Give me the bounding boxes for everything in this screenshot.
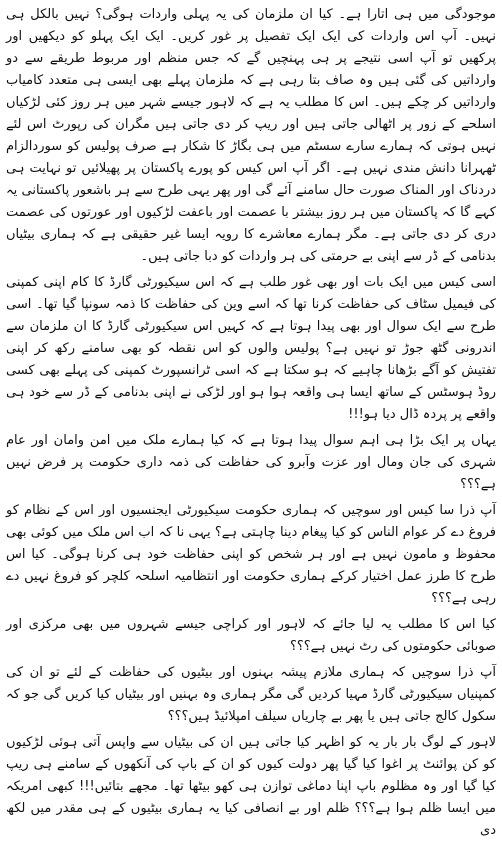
article-paragraph-3: یہاں پر ایک بڑا ہی اہم سوال پیدا ہوتا ہے کہ کیا ہمارے ملک میں امن وامان اور عام شہری کی جان ومال اور عزت وآبرو کی حفاظت کی ذمہ داری حکومت پر فرض نہیں ہے؟؟؟ bbox=[6, 433, 496, 492]
article-paragraph-2: اسی کیس میں ایک بات اور بھی غور طلب ہے کہ اس سیکیورٹی گارڈ کا کام اپنی کمپنی کی فیمیل سٹاف کی حفاظت کرنا تھا کہ اسے وین کی حفاظت کا ذمہ سونپا گیا تھا۔ اسی طرح سے ایک سوال اور بھی پیدا ہوتا ہے کہ کہیں اس سیکیورٹی گارڈ کا ان ملزمان سے اندرونی گٹھ جوڑ تو نہیں ہے؟ پولیس والوں کو اس نقطہ کو بھی سامنے رکھ کر اپنی تفتیش کو آگے بڑھانا چاہیے کہ ہو سکتا ہے کہ اسی ٹرانسپورٹ کمپنی کی پہلے بھی کسی روڈ ہوسٹس کے ساتھ ایسا ہی واقعہ ہوا ہو اور لڑکی نے اپنی بدنامی کے ڈر سے خود ہی واقعے پر پردہ ڈال دیا ہو!!! bbox=[6, 275, 496, 422]
article-paragraph-7: لاہور کے لوگ بار بار یہ کو اظہر کیا جاتی ہیں ان کی بیٹیاں سے واپس آتی ہوئی لڑکیوں کو کن پوائنٹ پر اغوا کیا گیا پھر دولت کیوں کو ان کے باپ کی آنکھوں کے سامنے ہی ریپ کیا گیا اور وہ مظلوم باپ اپنا دماغی توازن ہی کھو بیٹھا تھا۔ مجھے بتائیں!!! کبھی امریکہ میں ایسا ظلم ہوا ہے؟؟؟ ظلم اور بے انصافی کیا یہ ہماری بیٹیوں کے ہی مقدر میں لکھ دی bbox=[6, 735, 496, 838]
article-paragraph-1: موجودگی میں ہی اتارا ہے۔ کیا ان ملزمان کی یہ پہلی واردات ہوگی؟ نہیں بالکل ہی نہیں۔ آپ اس واردات کی ایک ایک تفصیل پر غور کریں۔ ایک ایک پہلو کو دیکھیں اور پرکھیں تو آپ اسی نتیجے پر ہی پہنچیں گے کہ جس منظم اور مربوط طریقے سے دو وارداتیں کی گئی ہیں وہ صاف بتا رہی ہے کہ ملزمان پہلے بھی ایسی ہی متعدد کامیاب وارداتیں کر چکے ہیں۔ اس کا مطلب یہ ہے کہ لاہور جیسے شہر میں ہر روز کئی لڑکیاں اسلحے کے زور پر اٹھالی جاتی ہیں اور ریپ کر دی جاتی ہیں مگران کی رپورٹ اس لئے نہیں ہوتی کہ ہمارے سارے سسٹم میں ہی بگاڑ کا شکار ہے صرف پولیس کو سوردالزام ٹھہرانا دانش مندی نہیں ہے۔ اگر آپ اس کیس کو پورے پاکستان پر پھیلائیں تو نہایت ہی دردناک اور المناک صورت حال سامنے آئے گی اور پھر یہی طرح سے ہر باشعور پاکستانی یہ کہے گا کہ پاکستان میں ہر روز بیشتر با عصمت اور باعفت لڑکیوں اور عورتوں کی عصمت دری کر دی جاتی ہے۔ مگر ہمارے معاشرے کا رویہ ایسا غیر حقیقی ہے کہ ہماری بیٹیاں بدنامی کے ڈر سے اپنی بے حرمتی کی ہر واردات کو دبا جاتی ہیں۔ bbox=[6, 7, 496, 264]
article-paragraph-6: آپ ذرا سوچیں کہ ہماری ملازم پیشہ بہنوں اور بیٹیوں کی حفاظت کے لئے تو ان کی کمپنیاں سیکیورٹی گارڈ مہیا کردیں گی مگر ہماری وہ بہنیں اور بیٹیاں کیا کریں گی جو کہ سکول کالج جاتی ہیں یا پھر بے چاریاں سیلف امپلائیڈ ہیں؟؟؟ bbox=[6, 665, 496, 724]
article-paragraph-4: آپ ذرا سا کیس اور سوچیں کہ ہماری حکومت سیکیورٹی ایجنسیوں اور اس کے نظام کو فروغ دے کر عوام الناس کو کیا پیغام دینا چاہتی ہے؟ یہی نا کہ اب اس ملک میں کوئی بھی محفوظ و مامون نہیں ہے اور ہر شخص کو اپنی حفاظت خود ہی کرنا ہوگی۔ کیا اس طرح کا طرز عمل اختیار کرکے ہماری حکومت اور انتظامیہ اسلحہ کلچر کو فروغ نہیں دے رہی ہے؟؟؟ bbox=[6, 503, 496, 606]
article-paragraph-5: کیا اس کا مطلب یہ لیا جائے کہ لاہور اور کراچی جیسے شہروں میں بھی مرکزی اور صوبائی حکومتوں کی رٹ نہیں ہے؟؟؟ bbox=[6, 617, 496, 654]
